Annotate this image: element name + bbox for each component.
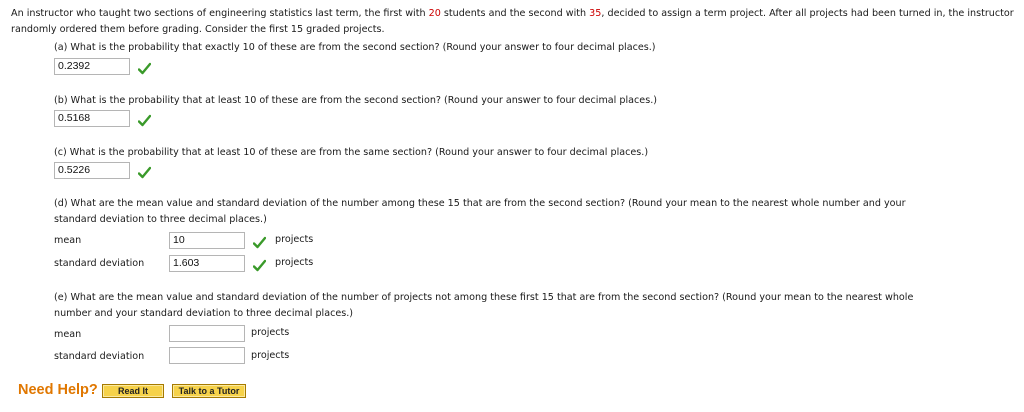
- checkmark-icon: [138, 62, 151, 75]
- first-section-count: 20: [428, 8, 441, 19]
- need-help-label: Need Help?: [18, 382, 98, 398]
- mean-label: mean: [54, 329, 82, 340]
- answer-d-mean-input[interactable]: 10: [169, 232, 245, 249]
- question-d-line2: standard deviation to three decimal places.): [54, 214, 267, 225]
- units-label: projects: [251, 327, 290, 338]
- talk-to-tutor-button[interactable]: Talk to a Tutor: [172, 384, 246, 398]
- sd-label: standard deviation: [54, 351, 145, 362]
- mean-label: mean: [54, 235, 82, 246]
- checkmark-icon: [253, 236, 266, 249]
- question-d-line1: (d) What are the mean value and standard deviation of the number among these 15 that are from the second section? (Round your mean to the nearest whole number and your: [54, 198, 906, 209]
- second-section-count: 35: [589, 8, 602, 19]
- question-b: (b) What is the probability that at least 10 of these are from the second section? (Round your answer to four decimal places.): [54, 95, 657, 106]
- answer-b-input[interactable]: 0.5168: [54, 110, 130, 127]
- problem-intro: An instructor who taught two sections of engineering statistics last term, the first with 20 students and the second with 35, decided to assign a term project. After all projects had been turned in, the instructor randomly ordered them before grading. Consider the first 15 graded projects.: [11, 8, 1014, 35]
- answer-d-sd-input[interactable]: 1.603: [169, 255, 245, 272]
- sd-label: standard deviation: [54, 258, 145, 269]
- units-label: projects: [275, 234, 314, 245]
- read-it-button[interactable]: Read It: [102, 384, 164, 398]
- question-c: (c) What is the probability that at least 10 of these are from the same section? (Round your answer to four decimal places.): [54, 147, 649, 158]
- checkmark-icon: [253, 259, 266, 272]
- units-label: projects: [275, 257, 314, 268]
- question-e-line2: number and your standard deviation to three decimal places.): [54, 308, 354, 319]
- answer-a-input[interactable]: 0.2392: [54, 58, 130, 75]
- answer-c-input[interactable]: 0.5226: [54, 162, 130, 179]
- question-a: (a) What is the probability that exactly 10 of these are from the second section? (Round your answer to four decimal places.): [54, 42, 656, 53]
- checkmark-icon: [138, 166, 151, 179]
- question-e-line1: (e) What are the mean value and standard deviation of the number of projects not among these first 15 that are from the second section? (Round your mean to the nearest whole: [54, 292, 914, 303]
- answer-e-mean-input[interactable]: [169, 325, 245, 342]
- units-label: projects: [251, 350, 290, 361]
- checkmark-icon: [138, 114, 151, 127]
- answer-e-sd-input[interactable]: [169, 347, 245, 364]
